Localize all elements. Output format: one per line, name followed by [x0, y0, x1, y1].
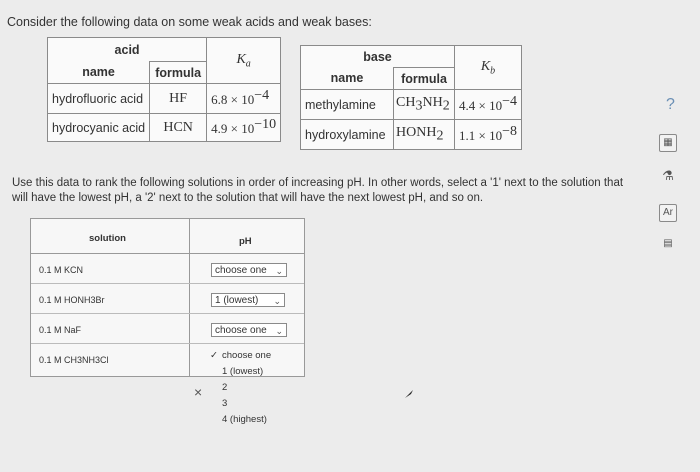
row-divider [31, 283, 304, 284]
acid-name: hydrocyanic acid [48, 114, 150, 142]
solution-header: solution [89, 233, 126, 244]
acid-name-header: name [48, 62, 150, 84]
base-table [300, 45, 522, 150]
base-kb: $4.4 \times 10^{-4}$ [455, 90, 522, 120]
cursor-icon [404, 389, 414, 399]
check-icon: ✓ [210, 350, 218, 361]
acid-ka: $6.8 \times 10^{-4}$ [207, 84, 281, 114]
acid-table [47, 37, 281, 142]
row-divider [31, 313, 304, 314]
dropdown-option[interactable]: 4 (highest) [222, 414, 267, 425]
solution-label: 0.1 M HONH3Br [39, 295, 105, 305]
dropdown-option[interactable]: 1 (lowest) [222, 366, 264, 377]
row-divider [31, 253, 304, 254]
acid-group-header: acid [48, 38, 207, 62]
chevron-down-icon: ⌄ [275, 326, 283, 336]
base-formula: $HONH_2$ [394, 120, 455, 150]
acid-ka: $4.9 \times 10^{-10}$ [207, 114, 281, 142]
base-group-header: base [301, 46, 455, 68]
ph-rank-dropdown [208, 348, 278, 428]
column-divider [189, 219, 190, 376]
chevron-down-icon: ⌄ [273, 296, 281, 306]
ph-rank-select[interactable]: choose one ⌄ [211, 263, 287, 277]
base-name-header: name [301, 68, 394, 90]
calculator-icon[interactable]: ▦ [659, 134, 677, 152]
ph-rank-select[interactable]: choose one ⌄ [211, 323, 287, 337]
acid-formula-header: formula [150, 62, 207, 84]
periodic-table-icon[interactable]: ⚗ [662, 168, 674, 183]
solution-label: 0.1 M NaF [39, 325, 82, 335]
dropdown-option[interactable]: 3 [222, 398, 228, 409]
instruction-line-1: Use this data to rank the following solutions in order of increasing pH. In other words, select a '1' next to the solution that [12, 177, 624, 189]
periodic-table-icon[interactable]: ▤ [663, 238, 673, 249]
data-icon[interactable]: Ar [659, 204, 677, 222]
chevron-down-icon: ⌄ [275, 266, 283, 276]
table-row [48, 114, 281, 142]
close-icon[interactable]: × [194, 384, 203, 400]
ph-header: pH [239, 236, 252, 247]
base-name: methylamine [301, 90, 394, 120]
ph-rank-select[interactable]: 1 (lowest) ⌄ [211, 293, 285, 307]
solution-label: 0.1 M CH3NH3Cl [39, 355, 109, 365]
dropdown-option[interactable]: ✓ choose one [208, 348, 278, 364]
acid-name: hydrofluoric acid [48, 84, 150, 114]
acid-formula: HCN [150, 114, 207, 142]
base-formula-header: formula [394, 68, 455, 90]
base-name: hydroxylamine [301, 120, 394, 150]
table-row [48, 84, 281, 114]
kb-header: $K_b$ [455, 46, 522, 90]
base-formula: $CH_3NH_2$ [394, 90, 455, 120]
ka-header: $K_a$ [207, 38, 281, 84]
help-icon[interactable]: ? [666, 96, 675, 113]
dropdown-option[interactable]: 2 [222, 382, 228, 393]
acid-formula: HF [150, 84, 207, 114]
row-divider [31, 343, 304, 344]
instruction-line-2: will have the lowest pH, a '2' next to the solution that will have the next lowest pH, and so on. [12, 192, 484, 204]
solution-label: 0.1 M KCN [39, 265, 84, 275]
table-row [301, 120, 522, 150]
intro-text: Consider the following data on some weak acids and weak bases: [7, 15, 372, 29]
table-row [301, 90, 522, 120]
base-kb: $1.1 \times 10^{-8}$ [455, 120, 522, 150]
